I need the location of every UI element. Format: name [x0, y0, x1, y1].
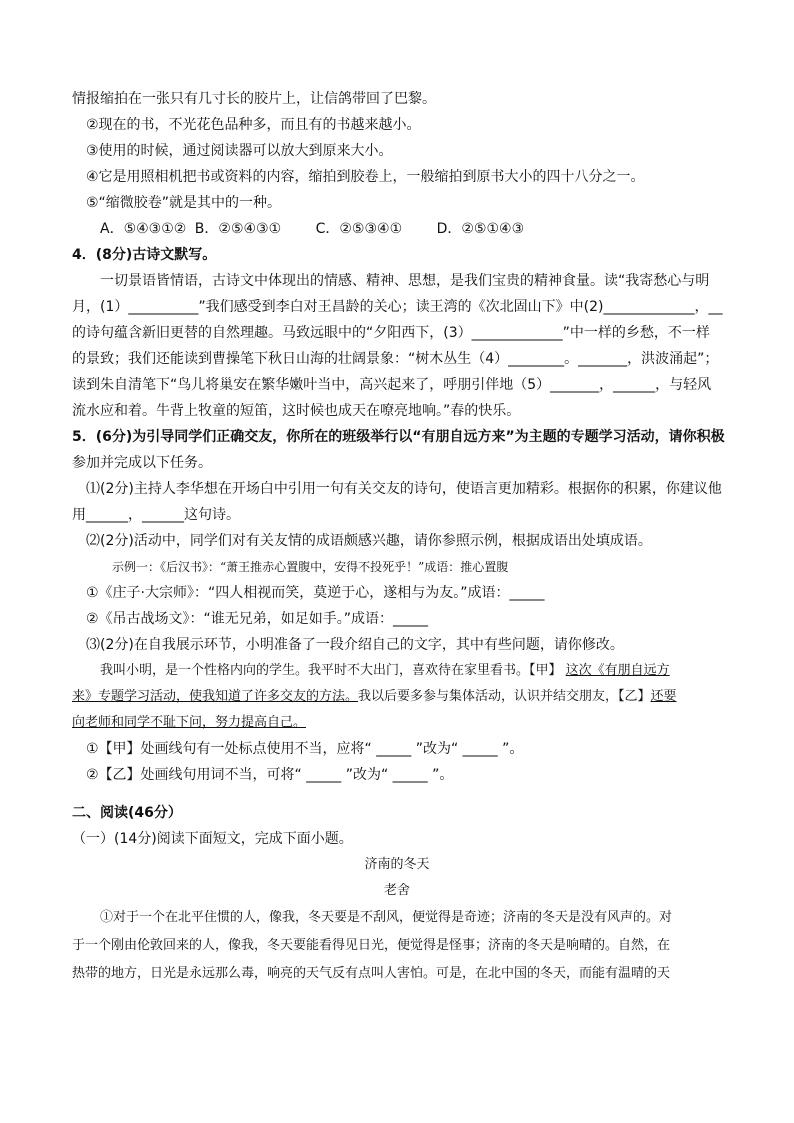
q3-line-0: 情报缩拍在一张只有几寸长的胶片上，让信鸽带回了巴黎。 — [72, 91, 436, 107]
q5-part1: ⑴(2分)主持人李华想在开场白中引用一句有关交友的诗句，使语言更加精彩。根据你的积累，你建议他 — [86, 481, 722, 497]
q5-idiom-1: ①《庄子·大宗师》：“四人相视而笑，莫逆于心，遂相与为友。”成语：_____ — [86, 585, 545, 601]
underline-yi: 还要 — [650, 689, 677, 704]
section-2-sub: （一）(14分)阅读下面短文，完成下面小题。 — [72, 831, 353, 847]
q4-title: 4．(8分)古诗文默写。 — [72, 247, 217, 263]
q3-sentence-3: ③使用的时候，通过阅读器可以放大到原来大小。 — [86, 143, 393, 159]
q3-options — [72, 216, 722, 242]
q3-sentence-5: ⑤“缩微胶卷”就是其中的一种。 — [86, 195, 282, 211]
q5-fix-1: ①【甲】处画线句有一处标点使用不当，应将“ _____ ”改为“ _____ ”。 — [86, 741, 524, 757]
underline-jia: 这次《有朋自远方 — [565, 663, 670, 678]
article-line: 热带的地方，日光是永远那么毒，响亮的天气反有点叫人害怕。可是，在北中国的冬天，而能有温晴的天 — [72, 966, 671, 981]
self-intro-line-3 — [72, 710, 722, 736]
q5-example: 示例一：《后汉书》：“萧王推赤心置腹中，安得不投死乎！”成语：推心置腹 — [112, 560, 509, 574]
q4-line: 的景致；我们还能读到曹操笔下秋日山海的壮阔景象：“树木丛生（4）________。_______，洪波涌起”； — [72, 351, 719, 367]
q3-option-c[interactable]: C．②⑤③④① — [315, 221, 403, 237]
q5-idiom-2: ②《吊古战场文》：“谁无兄弟，如足如手。”成语：_____ — [86, 611, 429, 627]
underline-yi-cont: 向老师和同学不耻下问，努力提高自己。 — [72, 715, 307, 730]
article-line: 于一个刚由伦敦回来的人，像我，冬天要能看得见日光，便觉得是怪事；济南的冬天是响晴的。自然，在 — [72, 938, 671, 953]
q4-line: 一切景语皆情语，古诗文中体现出的情感、精神、思想，是我们宝贵的精神食量。读“我寄愁心与明 — [100, 273, 710, 289]
q5-part1-answer: 用______，______这句诗。 — [72, 507, 240, 523]
section-2-title: 二、阅读(46分） — [72, 805, 182, 821]
underline-jia-cont: 来》专题学习活动，使我知道了许多交友的方法。 — [72, 689, 359, 704]
q3-option-a[interactable]: A．⑤④③①② — [100, 221, 187, 237]
self-intro-line-1: 我叫小明，是一个性格内向的学生。我平时不大出门，喜欢待在家里看书。【甲】 这次《有朋自远方 — [100, 663, 670, 678]
q4-line: 读到朱自清笔下“鸟儿将巢安在繁华嫩叶当中，高兴起来了，呼朋引伴地（5）_______，______，与轻风 — [72, 377, 712, 393]
article-author: 老舍 — [383, 883, 410, 898]
q4-line: 的诗句蕴含新旧更替的自然理趣。马致远眼中的“夕阳西下，(3）_____________”中一样的乡愁，不一样 — [72, 325, 710, 341]
article-title: 济南的冬天 — [364, 857, 430, 872]
q3-option-d[interactable]: D．②⑤①④③ — [436, 221, 525, 237]
q5-part2: ⑵(2分)活动中，同学们对有关友情的成语颇感兴趣，请你参照示例，根据成语出处填成语。 — [86, 533, 652, 549]
self-intro-line-2: 来》专题学习活动，使我知道了许多交友的方法。我以后要多参与集体活动，认识并结交朋友，【乙】还要 — [72, 689, 677, 704]
q5-fix-2: ②【乙】处画线句用词不当，可将“ _____ ”改为“ _____ ”。 — [86, 767, 454, 783]
q3-sentence-4: ④它是用照相机把书或资料的内容，缩拍到胶卷上，一般缩拍到原书大小的四十八分之一。 — [86, 169, 645, 185]
q3-option-b[interactable]: B．②⑤④③① — [194, 221, 282, 237]
q3-sentence-2: ②现在的书，不光花色品种多，而且有的书越来越小。 — [86, 117, 421, 133]
q4-line: 月，(1）__________”我们感受到李白对王昌龄的关心；读王湾的《次北固山下》中(2)_____________，__ — [72, 299, 723, 315]
spacer — [72, 788, 722, 800]
q5-title-cont: 参加并完成以下任务。 — [72, 455, 212, 471]
q4-line: 流水应和着。牛背上牧童的短笛，这时候也成天在嘹亮地响。”春的快乐。 — [72, 403, 521, 419]
article-line: ①对于一个在北平住惯的人，像我，冬天要是不刮风，便觉得是奇迹；济南的冬天是没有风声的。对 — [100, 910, 673, 925]
q5-title: 5．(6分)为引导同学们正确交友，你所在的班级举行以“有朋自远方来”为主题的专题学习活动，请你积极 — [72, 429, 725, 445]
exam-page — [72, 86, 725, 988]
q5-part3: ⑶(2分)在自我展示环节，小明准备了一段介绍自己的文字，其中有些问题，请你修改。 — [86, 637, 624, 653]
